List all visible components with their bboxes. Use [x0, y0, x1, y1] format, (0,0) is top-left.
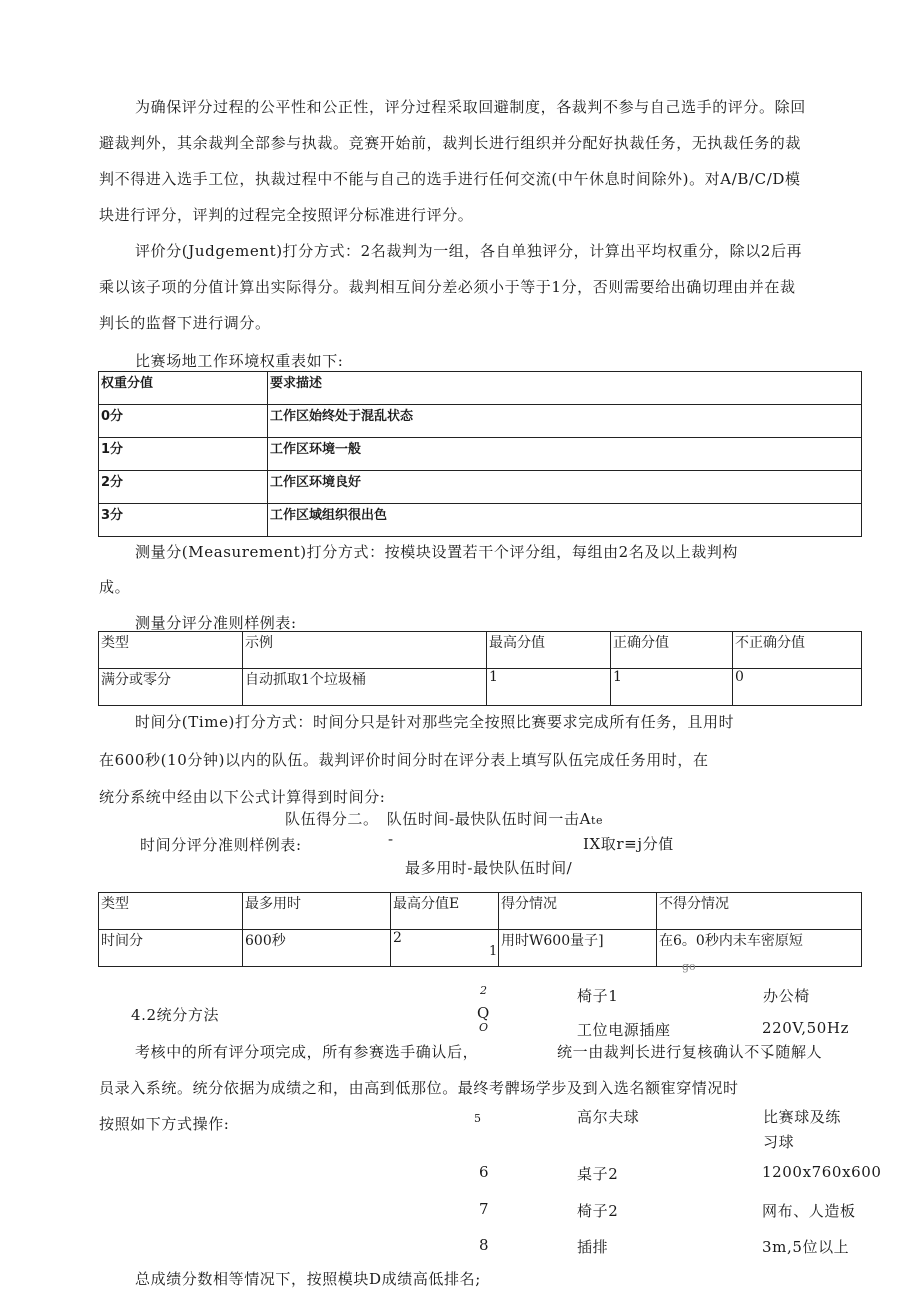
cell: 工作区环境良好: [268, 471, 862, 504]
list-item-name: 桌子2: [577, 1165, 619, 1183]
table-row: [99, 471, 862, 504]
cell: 时间分: [99, 930, 243, 967]
cell: 2分: [99, 471, 268, 504]
list-item-spec: 办公椅: [763, 987, 810, 1005]
header-cell: 示例: [243, 632, 487, 669]
header-cell: 不正确分值: [733, 632, 862, 669]
table-row: [99, 669, 862, 706]
weight-table: [98, 371, 862, 537]
time-table-caption: 时间分评分准则样例表:: [140, 836, 302, 854]
paragraph-line: 判长的监督下进行调分。: [99, 314, 271, 332]
formula-bottom: 最多用时-最快队伍时间/: [405, 859, 573, 877]
paragraph-line: 乘以该子项的分值计算出实际得分。裁判相互间分差必须小于等于1分，否则需要给出确切理由并在裁: [99, 278, 796, 296]
list-item-name: 椅子1: [577, 987, 619, 1005]
list-item-spec: 220V,50Hz: [762, 1019, 850, 1037]
list-item-num: 6: [479, 1163, 490, 1181]
measure-table-caption: 测量分评分准则样例表:: [135, 614, 297, 632]
measure-table: [98, 631, 862, 706]
list-item-num-2: O: [479, 1021, 489, 1034]
paragraph-line: 按照如下方式操作:: [99, 1115, 230, 1133]
cell: 1: [611, 669, 733, 706]
table-row: [99, 405, 862, 438]
header-cell: 类型: [99, 893, 243, 930]
formula-top: [285, 808, 603, 829]
table-row: [99, 438, 862, 471]
header-cell: 最多用时: [243, 893, 391, 930]
cell: 工作区环境一般: [268, 438, 862, 471]
cell: 工作区始终处于混乱状态: [268, 405, 862, 438]
paragraph-line: 统分系统中经由以下公式计算得到时间分:: [99, 788, 386, 806]
header-cell: 最高分值E: [391, 893, 499, 930]
header-cell: 权重分值: [99, 372, 268, 405]
paragraph-line: 测量分(Measurement)打分方式：按模块设置若干个评分组，每组由2名及以上裁判构: [135, 543, 739, 561]
cell: 在6。0秒内未车密原短: [657, 930, 862, 967]
list-item-num: 7: [479, 1200, 490, 1218]
cell: 600秒: [243, 930, 391, 967]
paragraph-line: 员录入系统。统分依据为成绩之和，由高到低那位。最终考髀场学步及到入选名额寉穿情况时: [99, 1079, 739, 1097]
table-row: [99, 504, 862, 537]
cell: 1分: [99, 438, 268, 471]
list-item-spec: 3m,5位以上: [762, 1238, 850, 1256]
header-cell: 正确分值: [611, 632, 733, 669]
list-item-spec: 比赛球及练: [763, 1108, 842, 1126]
table-header-row: [99, 893, 862, 930]
cell: 0: [733, 669, 862, 706]
paragraph-line: 为确保评分过程的公平性和公正性，评分过程采取回避制度，各裁判不参与自己选手的评分。除回: [135, 98, 806, 116]
formula-top-text: 队伍得分二。 队伍时间-最快队伍时间一击A: [285, 810, 592, 828]
paragraph-line: 考核中的所有评分项完成，所有参赛选手确认后，: [135, 1043, 479, 1061]
cell: 3分: [99, 504, 268, 537]
cell: 工作区域组织很出色: [268, 504, 862, 537]
weight-table-caption: 比赛场地工作环境权重表如下:: [135, 352, 344, 370]
paragraph-line: 在600秒(10分钟)以内的队伍。裁判评价时间分时在评分表上填写队伍完成任务用时，在: [99, 751, 709, 769]
list-item-num: 8: [479, 1236, 490, 1254]
cell: 满分或零分: [99, 669, 243, 706]
list-item-spec: 网布、人造板: [762, 1202, 856, 1220]
list-item-name: 高尔夫球: [577, 1108, 640, 1126]
formula-mid: IX取r≡j分值: [583, 835, 674, 853]
cell: 0分: [99, 405, 268, 438]
list-item-name: 椅子2: [577, 1202, 619, 1220]
cell: 1: [487, 669, 611, 706]
header-cell: 要求描述: [268, 372, 862, 405]
list-item-name: 插排: [577, 1238, 609, 1256]
header-cell: 得分情况: [499, 893, 657, 930]
list-item-num: 2: [480, 984, 487, 997]
time-table: [98, 892, 862, 973]
header-cell: 最高分值: [487, 632, 611, 669]
paragraph-line: 避裁判外，其余裁判全部参与执裁。竞赛开始前，裁判长进行组织并分配好执裁任务，无执裁任务的裁: [99, 134, 802, 152]
table-header-row: [99, 632, 862, 669]
paragraph-line: 统一由裁判长进行复核确认不孓随解人: [557, 1043, 823, 1061]
table-header-row: [99, 372, 862, 405]
stray-cut-text: go: [682, 960, 696, 973]
header-cell: 类型: [99, 632, 243, 669]
list-item-name: 工位电源插座: [577, 1021, 671, 1039]
header-cell: 不得分情况: [657, 893, 862, 930]
list-item-spec: 1200x760x600: [762, 1163, 882, 1181]
paragraph-line: 评价分(Judgement)打分方式：2名裁判为一组，各自单独评分，计算出平均权重分，除以2后再: [135, 242, 803, 260]
cell: 自动抓取1个垃圾桶: [243, 669, 487, 706]
list-item-num: Q: [477, 1004, 490, 1022]
paragraph-line: 总成绩分数相等情况下，按照模块D成绩高低排名;: [135, 1270, 481, 1288]
paragraph-line: 成。: [99, 578, 131, 596]
stray-number: 1: [489, 944, 498, 959]
paragraph-line: 块进行评分，评判的过程完全按照评分标准进行评分。: [99, 206, 474, 224]
list-item-spec-2: 习球: [763, 1133, 795, 1151]
list-item-num: 5: [474, 1112, 481, 1125]
formula-subscript: te: [591, 814, 604, 827]
formula-dash: -: [388, 830, 394, 848]
cell: 用时W600量子]: [499, 930, 657, 967]
section-heading-4-2: 4.2统分方法: [131, 1006, 220, 1024]
table-row: [99, 930, 862, 967]
paragraph-line: 判不得进入选手工位，执裁过程中不能与自己的选手进行任何交流(中午休息时间除外)。对A/B/C/D模: [99, 170, 801, 188]
paragraph-line: 时间分(Time)打分方式：时间分只是针对那些完全按照比赛要求完成所有任务，且用时: [135, 713, 735, 731]
cell: 2: [391, 930, 499, 967]
